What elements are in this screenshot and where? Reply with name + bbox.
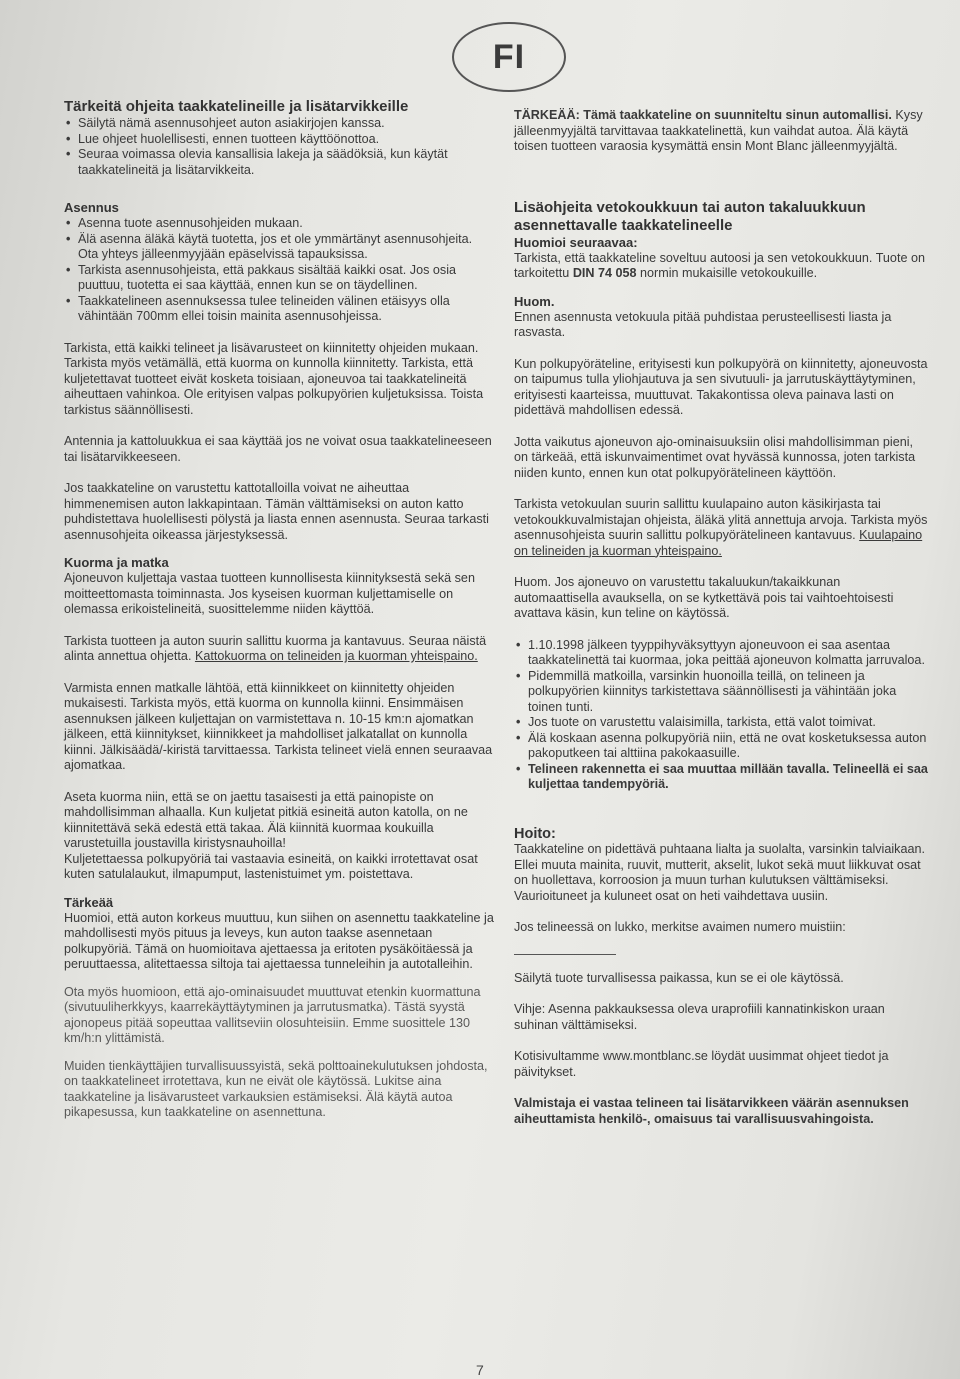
paragraph-bicycle-parts: Kuljetettaessa polkupyöriä tai vastaavia esineitä, on kaikki irrotettavat osat kuten satulalaukut, ilmapumput, lastenistuimet ym. poistettava. [64,851,478,881]
paragraph-homepage: Kotisivultamme www.montblanc.se löydät uusimmat ohjeet tiedot ja päivitykset. [514,1049,889,1079]
list-item: • Pidemmillä matkoilla, varsinkin huonoilla teillä, on telineen ja polkupyörien kiinnitys tarkistettava säännöllisesti ja vähintään joka toinen tunti. [528,669,928,716]
ball-weight-text: Tarkista vetokuulan suurin sallittu kuulapaino auton käsikirjasta tai vetokoukkuvalmistajan ohjeista, äläkä ylitä annettuja arvoja. Tarkista myös asennusohjeista suurin sallittu polkupyörätelineen kantavuus. [514,497,928,542]
language-code: FI [492,37,526,76]
heading-installation: Asennus [64,200,119,215]
paragraph-maintenance: Taakkateline on pidettävä puhtaana lialta ja suolalta, varsinkin talviaikaan. Ellei muuta mainita, ruuvit, mutterit, akselit, lukot sekä muut liikkuvat osat on huollettava, korroosion ja muun turhan kulutuksen välttämiseksi. Vaurioituneet ja kuluneet osat on heti vaihdettava uusiin. [514,842,925,903]
paragraph-max-load [64,634,494,665]
heading-maintenance: Hoito: [514,825,556,842]
paragraph-tip: Vihje: Asenna pakkauksessa oleva uraprofiili kannatinkiskon uraan suhinan välttämiseksi. [514,1002,885,1032]
paragraph-din-norm [514,251,928,282]
list-item: • Älä koskaan asenna polkupyöriä niin, että ne ovat kosketuksessa auton pakoputkeen tai alttiina pakokaasuille. [528,731,928,762]
paragraph-shock-absorbers: Jotta vaikutus ajoneuvon ajo-ominaisuuksiin olisi mahdollisimman pieni, on tärkeää, että iskunvaimentimet ovat hyvässä kunnossa, joten tarkista niiden kunto, ennen kun otat polkupyörätelineen käyttöön. [514,434,916,480]
list-item-bold: • Telineen rakennetta ei saa muuttaa millään tavalla. Telineellä ei saa kuljettaa tandempyöriä. [528,762,928,793]
din-text-c: normin mukaisille vetokoukuille. [636,266,818,280]
important-rest: Kysy jälleenmyyjältä tarvittavaa taakkatelinettä, kun vaihdat autoa. Älä käytä toisen tuotteen varaosia kysymättä ensin Mont Blanc jälleenmyyjältä. [514,108,923,153]
paragraph-driving-properties: Ota myös huomioon, että ajo-ominaisuudet muuttuvat etenkin kuormattuna (sivutuuliherkkyys, kaarrekäyttäytyminen ja jarrutusmatka). Tästä syystä ajonopeus pitää sopeuttaa vallitseviin olosuhteisiin. Emme suosittele 130 km/h:n ylittämistä. [64,984,481,1045]
language-badge [452,22,566,92]
list-item: • Taakkatelineen asennuksessa tulee telineiden välinen etäisyys olla vähintään 700mm ellei toisin mainita asennusohjeissa. [78,294,494,325]
paragraph-antenna: Antennia ja kattoluukkua ei saa käyttää jos ne voivat osua taakkatelineeseen tai lisätarvikkeeseen. [64,434,492,464]
right-column [514,108,928,1127]
ball-weight-definition: Kuulapaino on telineiden ja kuorman yhteispaino. [514,528,923,558]
paragraph-clean-towball: Ennen asennusta vetokuula pitää puhdistaa perusteellisesti liasta ja rasvasta. [514,309,892,339]
paragraph-storage: Säilytä tuote turvallisessa paikassa, kun se ei ole käytössä. [514,970,844,985]
list-item: • Tarkista asennusohjeista, että pakkaus sisältää kaikki osat. Jos osia puuttuu, tuotetta ei saa käyttää, ennen kun se on täydellinen. [78,263,494,294]
list-item: • Seuraa voimassa olevia kansallisia lakeja ja säädöksiä, kun käytät taakkatelineitä ja lisätarvikkeita. [78,147,494,178]
important-lead: TÄRKEÄÄ: [514,108,580,122]
list-item: • 1.10.1998 jälkeen tyyppihyväksyttyyn ajoneuvoon ei saa asentaa taakkatelinettä tai kuormaa, joka peittää ajoneuvon kolmatta jarruvaloa. [528,638,928,669]
installation-list [64,216,494,325]
page-number: 7 [476,1362,484,1378]
paragraph-check-racks: Tarkista, että kaikki telineet ja lisävarusteet on kiinnitetty ohjeiden mukaan. Tarkista myös vetämällä, että kuorma on kunnolla kiinnitetty. Tarkista, että kuljetettavat tuotteet eivät kosketa toisiaan, ajoneuvoa tai taakkatelineitä aiheuttaen vahinkoa. Ole erityisen valpas polkupyörien kuljetuksissa. Toista tarkistus säännöllisesti. [64,340,484,417]
heading-important-instructions: Tärkeitä ohjeita taakkatelineille ja lisätarvikkeille [64,98,409,115]
heading-towbar-instructions: Lisäohjeita vetokoukkuun tai auton takaluukkuun asennettavalle taakkatelineelle [514,198,866,234]
max-load-text: Tarkista tuotteen ja auton suurin sallittu kuorma ja kantavuus. Seuraa näistä alinta annettua ohjetta. [64,633,487,663]
key-number-blank [514,936,616,955]
paragraph-oversteer: Kun polkupyöräteline, erityisesti kun polkupyörä on kiinnitetty, ajoneuvosta on taipumus tulla yliohjautuva ja sen sivutuuli- ja jarrutuskäyttäytyminen, erityisesti kaarteissa, muuttuvat. Takakontissa oleva painava lasti on pidettävä mahdollisen edessä. [514,356,928,417]
heading-important: Tärkeää [64,894,114,910]
list-item: • Älä asenna äläkä käytä tuotetta, jos et ole ymmärtänyt asennusohjeita. Ota yhteys jälleenmyyjään epäselvissä tapauksissa. [78,232,494,263]
heading-note: Huom. [514,293,555,309]
paragraph-load-placement: Aseta kuorma niin, että se on jaettu tasaisesti ja että painopiste on mahdollisimman alhaalla. Kun kuljetat pitkiä esineitä auton katolla, on ne kiinnitettävä sekä edestä että takaa. Älä kiinnitä kuormaa koukuilla varustetuilla joustavilla kiristysnauhoilla! [64,789,468,850]
list-item: • Jos tuote on varustettu valaisimilla, tarkista, että valot toimivat. [528,715,928,731]
general-instructions-list [64,116,494,178]
paragraph-tailgate: Huom. Jos ajoneuvo on varustettu takaluukun/takaikkunan automaattisella avauksella, on se kytkettävä pois tai vaihtoehtoisesti avattava käsin, kun teline on käytössä. [514,575,894,620]
paragraph-before-trip: Varmista ennen matkalle lähtöä, että kiinnikkeet on kiinnitetty ohjeiden mukaisesti. Tarkista myös, että kuorma on kunnolla kiinni. Ensimmäisen asennuksen jälkeen kuljettajan on varmistettava n. 10-15 km:n ajomatkan jälkeen, että kiinnitykset, kiinnikkeet ja mahdolliset jalkatallat on kunnolla kiinni. Jälkisäädä/-kiristä tarvittaessa. Tarkista telineet vielä ennen seuraavaa ajomatkaa. [64,680,493,772]
din-text-a: Tarkista, että taakkateline soveltuu autoosi ja sen vetokoukkuun. Tuote on tarkoitettu [514,250,925,280]
paragraph-liability: Valmistaja ei vastaa telineen tai lisätarvikkeen väärän asennuksen aiheuttamista henkilö-, omaisuus tai varallisuusvahingoista. [514,1096,909,1126]
list-item: • Säilytä nämä asennusohjeet auton asiakirjojen kanssa. [78,116,494,132]
din-norm-value: DIN 74 058 [572,266,637,280]
heading-note-following: Huomioi seuraavaa: [514,234,638,250]
heading-load-and-travel: Kuorma ja matka [64,555,169,570]
paragraph-remove-racks: Muiden tienkäyttäjien turvallisuussyistä, sekä polttoainekulutuksen johdosta, on taakkatelineet irrotettava, kun ne eivät ole käytössä. Lukitse aina taakkateline ja lisävarusteet varkauksien estämiseksi. Älä käytä autoa pikapesussa, kun taakkateline on asennettuna. [64,1058,488,1119]
left-column [64,98,494,1121]
paragraph-ball-weight [514,497,928,559]
roof-load-definition: Kattokuorma on telineiden ja kuorman yhteispaino. [194,649,478,663]
paragraph-important-notice [514,108,928,155]
list-item: • Asenna tuote asennusohjeiden mukaan. [78,216,494,232]
paragraph-roof-pads: Jos taakkateline on varustettu kattotalloilla voivat ne aiheuttaa himmenemisen auton lakkapintaan. Tämän välttämiseksi on auton katto puhdistettava huolellisesti pölystä ja liasta ennen asennusta. Seuraa tarkasti asennusohjeita oikeassa järjestyksessä. [64,481,489,542]
important-bold: Tämä taakkateline on suunniteltu sinun automallisi. [579,108,892,122]
list-item: • Lue ohjeet huolellisesti, ennen tuotteen käyttöönottoa. [78,132,494,148]
paragraph-lock-number: Jos telineessä on lukko, merkitse avaimen numero muistiin: [514,920,846,934]
paragraph-driver-responsibility: Ajoneuvon kuljettaja vastaa tuotteen kunnollisesta kiinnityksestä sekä sen moitteettomasta toiminnasta. Jos kyseisen kuorman kuljettamiselle on olemassa erikoistelineitä, suosittelemme niiden käyttöä. [64,571,475,616]
paragraph-vehicle-height: Huomioi, että auton korkeus muuttuu, kun siihen on asennettu taakkateline ja mahdollisesti myös pituus ja leveys, kun auton taakse asennetaan polkupyöriä. Tämä on huomioitava ajettaessa ja eritoten pysäköitäessä ja peruuttaessa, alitettaessa siltoja tai ajettaessa tunneleihin ja autotalleihin. [64,910,494,971]
towbar-rules-list [514,638,928,793]
